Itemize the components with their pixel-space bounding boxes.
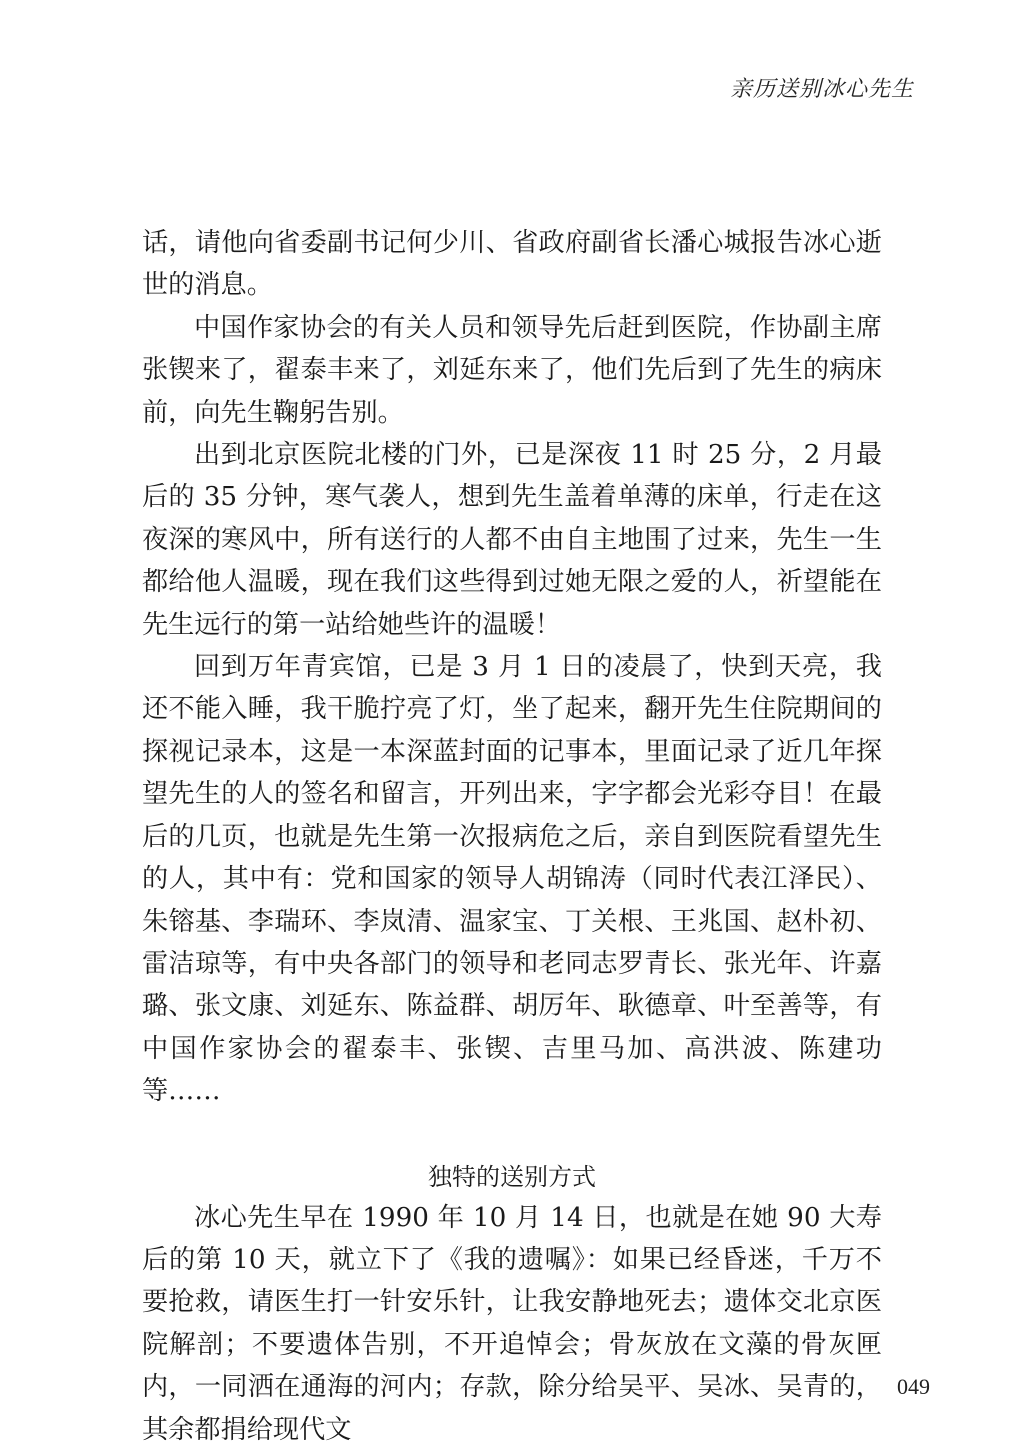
paragraph-writers-association: 中国作家协会的有关人员和领导先后赶到医院，作协副主席张锲来了，翟泰丰来了，刘延东来了，他们先后到了先生的病床前，向先生鞠躬告别。: [142, 312, 882, 428]
running-head-title: 亲历送别冰心先生: [729, 77, 914, 102]
section-title: 独特的送别方式: [428, 1162, 596, 1191]
paragraph-hospital-exit: 出到北京医院北楼的门外，已是深夜 11 时 25 分，2 月最后的 35 分钟，寒气袭人，想到先生盖着单薄的床单，行走在这夜深的寒风中，所有送行的人都不由自主地围了过来，先生一生都给他人温暖，现在我们这些得到过她无限之爱的人，祈望能在先生远行的第一站给她些许的温暖！: [142, 440, 882, 640]
page-number: 049: [897, 1374, 930, 1399]
paragraph-will: 冰心先生早在 1990 年 10 月 14 日，也就是在她 90 大寿后的第 10 天，就立下了《我的遗嘱》：如果已经昏迷，千万不要抢救，请医生打一针安乐针，让我安静地死去；遗体交北京医院解剖；不要遗体告别，不开追悼会；骨灰放在文藻的骨灰匣内，一同洒在通海的河内；存款，除分给吴平、吴冰、吴青的，其余都捐给现代文: [142, 1202, 882, 1445]
paragraph-continuation: 话，请他向省委副书记何少川、省政府副省长潘心城报告冰心逝世的消息。: [142, 228, 882, 301]
paragraph-visitor-record: 回到万年青宾馆，已是 3 月 1 日的凌晨了，快到天亮，我还不能入睡，我干脆拧亮了灯，坐了起来，翻开先生住院期间的探视记录本，这是一本深蓝封面的记事本，里面记录了近几年探望先生的人的签名和留言，开列出来，字字都会光彩夺目！在最后的几页，也就是先生第一次报病危之后，亲自到医院看望先生的人，其中有：党和国家的领导人胡锦涛（同时代表江泽民）、朱镕基、李瑞环、李岚清、温家宝、丁关根、王兆国、赵朴初、雷洁琼等，有中央各部门的领导和老同志罗青长、张光年、许嘉璐、张文康、刘延东、陈益群、胡厉年、耿德章、叶至善等，有中国作家协会的翟泰丰、张锲、吉里马加、高洪波、陈建功等……: [142, 652, 882, 1107]
body-text: [142, 222, 882, 1451]
